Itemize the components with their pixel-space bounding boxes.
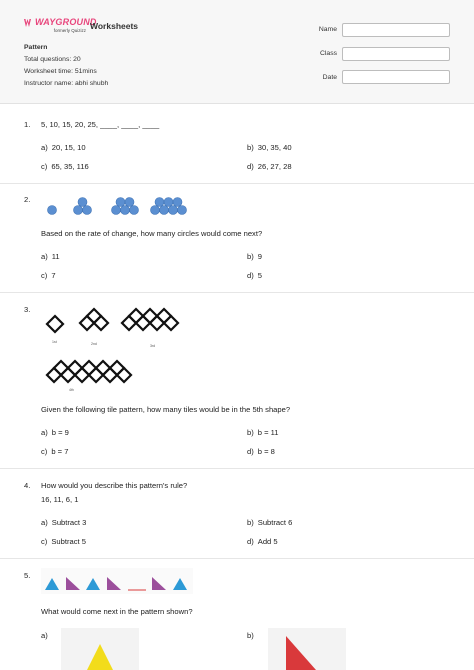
option-text: 30, 35, 40 [257,143,292,152]
class-label: Class [320,50,337,57]
option-text: 20, 15, 10 [51,143,86,152]
q2-option-b[interactable] [247,252,262,261]
figure-label-3: 3rd [150,344,156,348]
name-label: Name [318,26,337,33]
tile-diamond [164,316,178,330]
q4-option-b[interactable] [247,518,292,527]
q5-option-a-image[interactable] [61,628,139,670]
tile-diamond [61,368,75,382]
option-letter: d) [247,271,254,280]
brand-subtitle: formerly Quizizz [53,28,86,33]
option-text: 5 [257,271,262,280]
option-text: b = 9 [51,428,69,437]
option-text: Subtract 6 [257,518,293,527]
tile-diamond [94,316,108,330]
option-text: 7 [51,271,56,280]
option-letter: c) [41,537,48,546]
instructor-name: Instructor name: abhi shubh [24,80,109,87]
q5-option-b[interactable] [247,631,258,640]
tile-diamond [143,309,157,323]
worksheets-title: Worksheets [90,21,139,31]
worksheet-header [0,0,474,104]
divider [0,558,474,559]
option-letter: d) [247,447,254,456]
date-label: Date [322,74,337,81]
circle-shape [130,206,139,215]
question-2-text: Based on the rate of change, how many circles would come next? [41,229,263,238]
q2-option-c[interactable] [41,271,56,280]
q5-option-b-image[interactable] [268,628,346,670]
option-letter: c) [41,271,48,280]
tile-diamond [89,368,103,382]
q1-option-c[interactable] [41,162,89,171]
tile-diamond [110,361,124,375]
question-1-number: 1. [24,120,31,129]
figure-label-1: 1st [52,340,57,344]
circle-shape [116,198,125,207]
tile-diamond [96,361,110,375]
option-letter: b) [247,428,254,437]
q1-option-d[interactable] [247,162,292,171]
q1-option-b[interactable] [247,143,292,152]
tile-pattern-figure [42,304,192,396]
tile-diamond [136,316,150,330]
option-text: 65, 35, 116 [51,162,89,171]
q3-option-d[interactable] [247,447,275,456]
question-4-sequence: 16, 11, 6, 1 [41,495,79,504]
option-letter: a) [41,143,48,152]
wayground-logo [24,17,97,35]
option-text: Subtract 5 [51,537,86,546]
circle-shape [125,198,134,207]
question-4-text: How would you describe this pattern's rule? [41,481,188,490]
tile-diamond [122,316,136,330]
brand-mark-icon [24,19,33,27]
brand-name: WAYGROUND [35,17,97,27]
option-letter: b) [247,631,254,640]
total-questions: Total questions: 20 [24,56,81,63]
option-text: Add 5 [257,537,278,546]
tile-diamond [87,309,101,323]
tile-diamond [117,368,131,382]
figure-label-2: 2nd [91,342,97,346]
tile-diamond [157,309,171,323]
circle-shape [151,206,160,215]
tile-diamond [54,361,68,375]
q4-option-c[interactable] [41,537,86,546]
circle-shape [121,206,130,215]
divider [0,183,474,184]
tile-diamond [150,316,164,330]
circle-shape [48,206,57,215]
tile-diamond [82,361,96,375]
option-text: Subtract 3 [51,518,87,527]
q4-option-a[interactable] [41,518,86,527]
circle-shape [83,206,92,215]
circle-shape [155,198,164,207]
tile-diamond [68,361,82,375]
circle-pattern-figure [44,194,194,218]
divider [0,292,474,293]
worksheet-topic: Pattern [24,44,48,51]
circle-shape [164,198,173,207]
tile-diamond [103,368,117,382]
option-letter: d) [247,162,254,171]
divider [0,468,474,469]
circle-shape [169,206,178,215]
circle-shape [74,206,83,215]
tile-diamond [47,316,63,332]
tile-diamond [80,316,94,330]
name-field[interactable] [342,23,450,37]
option-text: 26, 27, 28 [257,162,292,171]
q5-option-a[interactable] [41,631,52,640]
option-text: b = 8 [257,447,275,456]
option-text: 11 [51,252,60,261]
question-5-number: 5. [24,571,31,580]
figure-label-4: 4th [69,388,74,392]
circle-shape [112,206,121,215]
question-3-number: 3. [24,305,31,314]
tile-diamond [129,309,143,323]
question-5-text: What would come next in the pattern shown? [41,607,193,616]
question-4-number: 4. [24,481,31,490]
tile-diamond [75,368,89,382]
triangle-pattern-figure [41,568,193,594]
q3-option-c[interactable] [41,447,68,456]
option-letter: a) [41,631,48,640]
q3-option-b[interactable] [247,428,279,437]
date-field[interactable] [342,70,450,84]
worksheet-time: Worksheet time: 51mins [24,68,97,75]
option-letter: c) [41,162,48,171]
question-3-text: Given the following tile pattern, how many tiles would be in the 5th shape? [41,405,291,414]
option-letter: b) [247,143,254,152]
option-letter: c) [41,447,48,456]
q1-option-a[interactable] [41,143,86,152]
option-letter: b) [247,252,254,261]
q3-option-a[interactable] [41,428,69,437]
circle-shape [178,206,187,215]
tile-diamond [47,368,61,382]
option-letter: d) [247,537,254,546]
q4-option-d[interactable] [247,537,278,546]
option-letter: b) [247,518,254,527]
circle-shape [173,198,182,207]
option-text: 9 [257,252,262,261]
option-text: b = 7 [51,447,69,456]
option-text: b = 11 [257,428,279,437]
class-field[interactable] [342,47,450,61]
q2-option-d[interactable] [247,271,262,280]
circle-shape [160,206,169,215]
option-letter: a) [41,518,48,527]
option-letter: a) [41,252,48,261]
q2-option-a[interactable] [41,252,60,261]
question-1-text: 5, 10, 15, 20, 25, ____, ____, ____ [41,120,160,129]
question-2-number: 2. [24,195,31,204]
circle-shape [78,198,87,207]
option-letter: a) [41,428,48,437]
